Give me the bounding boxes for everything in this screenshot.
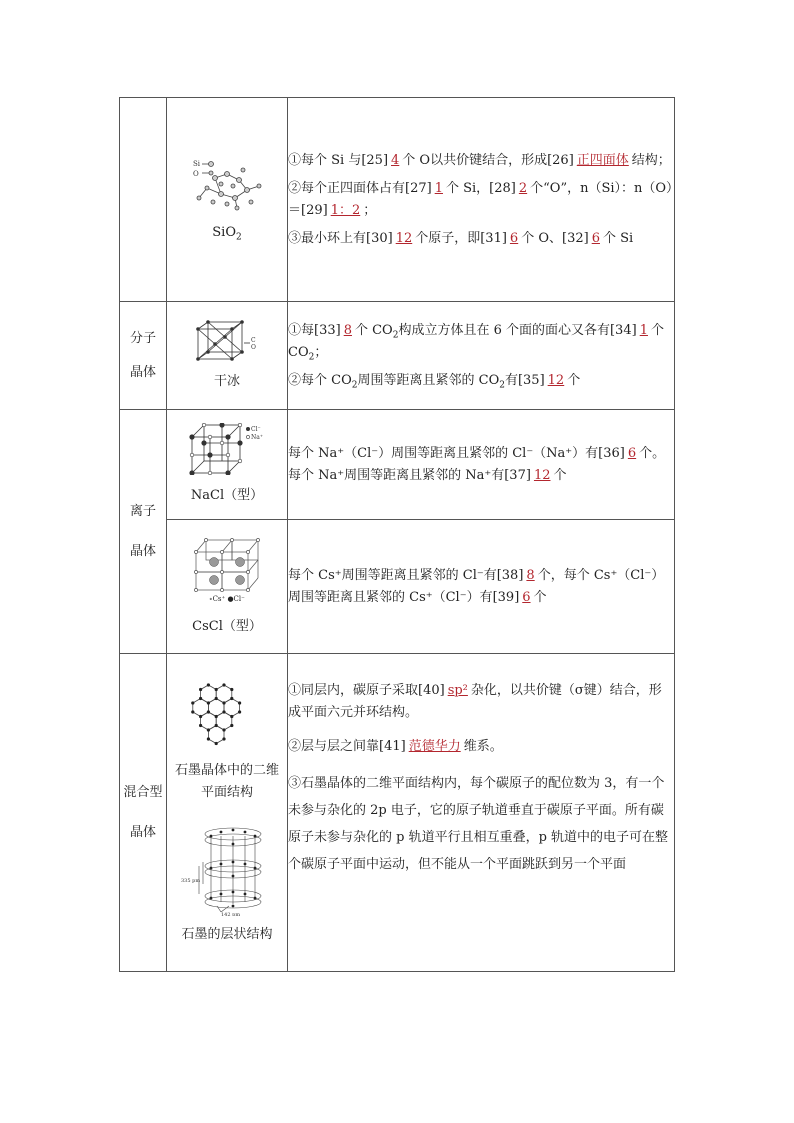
text: ①同层内，碳原子采取[40] [288,683,445,698]
nacl-caption: NaCl（型） [190,487,264,503]
mixed-line-2 [288,736,674,758]
answer-36: 6 [627,445,637,461]
text: 个 CO [288,322,664,360]
sio2-formula-sub: 2 [236,232,242,243]
molecular-line-2 [288,370,674,392]
answer-26: 正四面体 [576,152,629,168]
cscl-structure-figure [192,536,262,592]
category-label-1: 混合型 [123,784,163,800]
category-label-2: 晶体 [129,543,156,559]
answer-37: 12 [533,467,551,483]
carbon-atom [199,687,202,690]
molecular-line-1 [288,320,674,364]
sio2-structure-figure [187,156,267,216]
carbon-atom [222,683,225,686]
mixed-description [288,654,675,972]
hexagon-ring [208,725,224,743]
subscript: 2 [308,352,315,363]
mixed-line-3: ③石墨晶体的二维平面结构内，每个碳原子的配位数为 3，有一个未参与杂化的 2p 电子，它的原子轨道垂直于碳原子平面。所有碳原子未参与杂化的 p 轨道平行且相互重叠，p 轨道中的电子可在整个碳原子平面中运动，但不能从一个平面跳跃到另一个平面 [288,776,669,872]
sio2-line-1 [288,150,674,172]
sio2-description [288,98,675,302]
table-row-mixed [120,654,675,972]
text: 每个 Cs⁺周围等距离且紧邻的 Cl⁻有[38] [288,567,524,583]
subscript: 2 [351,380,358,391]
carbon-atom [191,710,194,713]
category-label-1: 离子 [129,503,156,519]
answer-25: 4 [391,152,400,168]
graphite-142-label: 142 pm [221,911,241,916]
carbon-atom [222,701,225,704]
text: 个 [567,372,581,388]
text: 个 Si，[28] [445,180,516,196]
table-row-cscl [120,520,675,654]
nacl-line [288,443,674,487]
sio2-formula: SiO [212,224,236,240]
sio2-si-label: Si [193,159,201,168]
graphite-stack-figure [181,822,273,916]
carbon-atom [207,701,210,704]
text: 杂化，以共价键（σ键）结合，形成平面六元并环结构。 [288,683,662,720]
text: 每个 Na⁺（Cl⁻）周围等距离且紧邻的 Cl⁻（Na⁺）有[36] [288,445,625,461]
molecular-description [288,302,675,410]
answer-34: 1 [639,322,648,338]
sio2-line-3 [288,228,674,250]
category-molecular [120,302,167,410]
text: 个 [533,589,547,605]
answer-31: 6 [509,230,519,246]
category-cell-empty [120,98,167,302]
carbon-atom [215,714,218,717]
carbon-atom [207,737,210,740]
dry-ice-structure-figure [192,319,262,363]
dry-ice-caption: 干冰 [213,373,240,389]
text: 个，每个 Cs⁺（Cl⁻）周围等距离且紧邻的 Cs⁺（Cl⁻）有[39] [288,567,665,605]
text: 个 O以共价键结合，形成[26] [402,152,574,168]
sio2-figure-cell [167,98,288,302]
sio2-caption [167,222,287,244]
dry-ice-c-label: C [251,336,256,344]
text: 维系。 [463,739,503,754]
graphite-335-label: 335 pm [181,877,201,884]
category-label-2: 晶体 [129,824,156,840]
carbon-atom [222,710,225,713]
table-row-sio2 [120,98,675,302]
category-label-2: 晶体 [129,364,156,380]
nacl-description [288,410,675,520]
cscl-legend: ∘Cs⁺ ●Cl⁻ [209,594,245,603]
carbon-atom [222,737,225,740]
answer-40: sp² [447,683,468,698]
table-row-molecular [120,302,675,410]
text: ； [363,202,377,218]
category-ionic [120,410,167,654]
text: ①每[33] [288,322,341,338]
carbon-atom [199,714,202,717]
mixed-line-1 [288,680,674,724]
nacl-structure-figure [188,423,266,475]
graphite-figure-cell [167,654,288,972]
text: ③最小环上有[30] [288,230,393,246]
carbon-atom [238,710,241,713]
answer-35: 12 [547,372,565,388]
cscl-line [288,565,674,609]
table-row-nacl [120,410,675,520]
answer-30: 12 [395,230,413,246]
answer-38: 8 [526,567,535,583]
cscl-caption: CsCl（型） [192,618,262,634]
cscl-figure-cell [167,520,288,654]
text: ①每个 Si 与[25] [288,152,389,168]
carbon-atom [222,728,225,731]
answer-29: 1：2 [330,202,361,218]
nacl-legend-na: Na⁺ [251,433,263,441]
carbon-atom [191,701,194,704]
graphite-caption-2: 石墨的层状结构 [181,926,273,942]
text: ②每个 CO [288,372,352,388]
text: 周围等距离且紧邻的 CO [357,372,500,388]
answer-27: 1 [434,180,443,196]
text: ②每个正四面体占有[27] [288,180,432,196]
subscript: 2 [392,330,399,341]
text: 个。每个 Na⁺周围等距离且紧邻的 Na⁺有[37] [288,445,666,483]
category-mixed [120,654,167,972]
carbon-atom [199,723,202,726]
text: 个 [553,467,567,483]
dry-ice-o-label: O [251,343,256,351]
text: ②层与层之间靠[41] [288,739,406,754]
cscl-description [288,520,675,654]
graphite-caption-1b: 平面结构 [200,784,253,800]
answer-41: 范德华力 [408,739,461,754]
crystal-table [119,97,675,972]
carbon-atom [207,710,210,713]
carbon-atom [207,683,210,686]
carbon-atom [238,701,241,704]
carbon-atom [215,687,218,690]
graphite-caption-1a: 石墨晶体中的二维 [174,762,279,778]
dry-ice-figure-cell [167,302,288,410]
text: 结构； [631,152,671,168]
nacl-figure-cell [167,410,288,520]
graphite-layer-figure [189,680,265,746]
subscript: 2 [499,380,505,391]
answer-32: 6 [591,230,600,246]
category-label-1: 分子 [129,330,156,346]
carbon-atom [230,696,233,699]
answer-39: 6 [522,589,531,605]
answer-33: 8 [343,322,352,338]
text: n（Si）：n（O）＝[29] [288,180,673,218]
nacl-legend-cl: Cl⁻ [251,425,261,433]
carbon-atom [199,696,202,699]
text: 个 O、[32] [521,230,589,246]
carbon-atom [207,728,210,731]
text: 有[35] [504,372,545,388]
text: 个原子，即[31] [415,230,507,246]
carbon-atom [215,741,218,744]
carbon-atom [230,714,233,717]
text: ； [314,344,328,360]
sio2-o-label: O [193,169,199,178]
sio2-line-2 [288,178,674,222]
carbon-atom [215,723,218,726]
text: 个“O”， [530,180,581,196]
carbon-atom [230,723,233,726]
carbon-atom [230,687,233,690]
carbon-atom [215,696,218,699]
answer-28: 2 [518,180,528,196]
text: 构成立方体且在 6 个面的面心又各有[34] [398,322,637,338]
text: 个 CO [354,322,393,338]
text: 个 Si [602,230,634,246]
